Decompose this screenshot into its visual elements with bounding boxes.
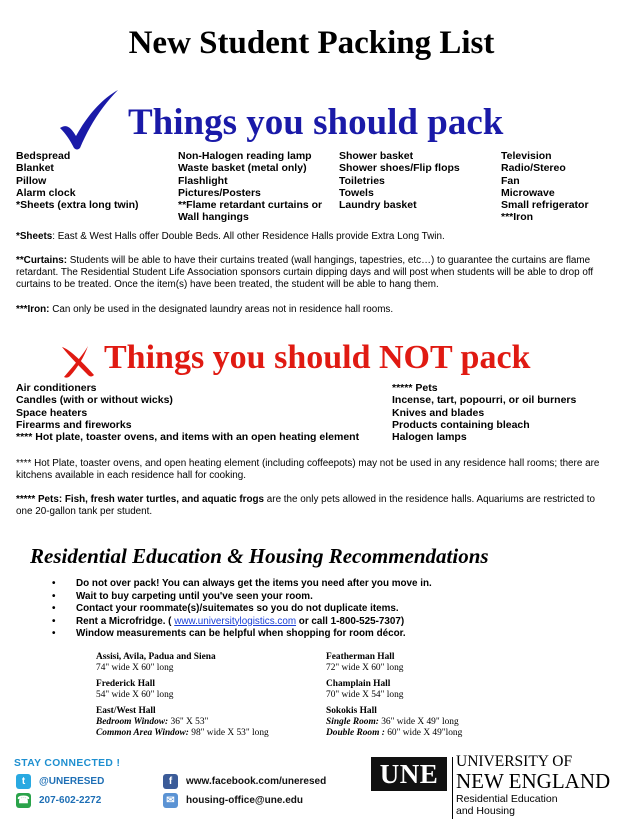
list-item: Firearms and fireworks	[16, 418, 132, 431]
hot-plate-note	[16, 458, 608, 482]
list-item: Knives and blades	[392, 406, 485, 419]
email-icon: ✉	[163, 793, 178, 808]
window-size: 74" wide X 60" long	[96, 663, 174, 673]
twitter-icon: t	[16, 774, 31, 789]
phone-contact[interactable]	[16, 793, 101, 808]
department-line1: Residential Education	[456, 793, 558, 805]
logistics-link[interactable]: www.universitylogistics.com	[174, 615, 297, 627]
note-text: : East & West Halls offer Double Beds. All other Residence Halls provide Extra Long Twin.	[52, 231, 445, 242]
list-item: *Sheets (extra long twin)	[16, 199, 139, 212]
hall-east-west	[96, 706, 269, 739]
window-dimensions: 60" wide X 49"long	[384, 728, 463, 738]
list-item: Shower shoes/Flip flops	[339, 162, 460, 175]
list-item: Laundry basket	[339, 199, 417, 212]
twitter-contact[interactable]	[16, 774, 104, 789]
twitter-handle: @UNERESED	[39, 776, 105, 787]
hall-featherman	[326, 652, 403, 674]
curtains-note	[16, 255, 608, 290]
note-text: are the only pets allowed in the residence halls. Aquariums are restricted to one 20-gallon tank per student.	[16, 494, 596, 517]
hall-name: Champlain Hall	[326, 679, 391, 689]
list-item: **** Hot plate, toaster ovens, and items with an open heating element	[16, 431, 360, 444]
hall-name: Frederick Hall	[96, 679, 155, 689]
phone-number: 207-602-2272	[39, 795, 102, 806]
window-size	[96, 717, 269, 728]
pack-column-4	[501, 150, 589, 224]
list-item: ***Iron	[501, 211, 534, 224]
list-item: Television	[501, 150, 552, 162]
note-text: Students will be able to have their curtains treated (wall hangings, tapestries, etc…) to guarantee the curtains are flame retardant. The Residential Student Life Association sponsors curtain dipping days and will post when students will be able to drop off curtains to be treated. Once the item(s) have been treated, the student will be able to hang them.	[16, 255, 594, 290]
iron-note	[16, 304, 608, 316]
note-label: **Curtains:	[16, 255, 68, 266]
pack-column-1	[16, 150, 139, 211]
window-label: Single Room:	[326, 717, 379, 727]
list-item: Air conditioners	[16, 382, 97, 394]
window-size	[96, 728, 269, 739]
not-pack-column-2	[392, 382, 576, 443]
window-label: Common Area Window:	[96, 728, 189, 738]
list-item: Microwave	[501, 186, 555, 199]
list-item: Alarm clock	[16, 186, 76, 199]
note-label: ***Iron:	[16, 304, 50, 315]
hall-name: Sokokis Hall	[326, 706, 377, 716]
une-logo: UNE	[371, 757, 447, 791]
note-label: ***** Pets: Fish, fresh water turtles, and aquatic frogs	[16, 494, 265, 505]
note-text: **** Hot Plate, toaster ovens, and open heating element (including coffeepots) may not be used in any residence hall rooms; there are kitchens available in each residence hall for cooking.	[16, 458, 600, 481]
list-item: Non-Halogen reading lamp	[178, 150, 312, 162]
hall-name: Featherman Hall	[326, 652, 395, 662]
list-item: Pictures/Posters	[178, 186, 261, 199]
window-size	[326, 717, 462, 728]
hall-name: East/West Hall	[96, 706, 156, 716]
sheets-note	[16, 231, 608, 243]
window-size: 54" wide X 60" long	[96, 690, 174, 700]
list-item	[52, 616, 432, 629]
department-line2: and Housing	[456, 805, 515, 817]
department-name	[456, 793, 558, 817]
not-pack-column-1	[16, 382, 359, 443]
pack-column-3	[339, 150, 460, 211]
email-contact[interactable]	[163, 793, 303, 808]
recommendations-list	[52, 578, 432, 641]
pack-column-2	[178, 150, 322, 224]
hall-assisi	[96, 652, 216, 674]
facebook-url: www.facebook.com/uneresed	[186, 776, 327, 787]
list-item: Radio/Stereo	[501, 162, 566, 175]
hall-champlain	[326, 679, 403, 701]
note-label: *Sheets	[16, 231, 53, 242]
window-dimensions: 36" X 53"	[168, 717, 209, 727]
list-item: Towels	[339, 186, 374, 199]
window-dimensions: 98" wide X 53" long	[188, 728, 269, 738]
not-pack-heading: Things you should NOT pack	[104, 339, 531, 376]
microfridge-text: Rent a Microfridge. (	[76, 615, 175, 627]
list-item: Incense, tart, popourri, or oil burners	[392, 394, 577, 407]
phone-icon: ☎	[17, 795, 30, 806]
list-item: Bedspread	[16, 150, 71, 162]
note-text: Can only be used in the designated laundry areas not in residence hall rooms.	[49, 304, 394, 315]
window-dimensions: 36" wide X 49" long	[378, 717, 459, 727]
hall-frederick	[96, 679, 173, 701]
list-item: • Window measurements can be helpful when shopping for room décor.	[52, 628, 432, 641]
university-name-line1: UNIVERSITY OF	[456, 753, 573, 770]
university-name-line2: NEW ENGLAND	[456, 769, 611, 793]
window-size	[326, 728, 462, 739]
checkmark-icon	[56, 88, 122, 154]
pack-heading: Things you should pack	[128, 102, 504, 143]
hall-name: Assisi, Avila, Padua and Siena	[96, 652, 216, 662]
list-item: Fan	[501, 174, 520, 187]
window-label: Double Room :	[326, 728, 385, 738]
list-item: Candles (with or without wicks)	[16, 394, 173, 407]
list-item: Flashlight	[178, 174, 228, 187]
list-item: Shower basket	[339, 150, 414, 162]
list-item: Pillow	[16, 174, 47, 187]
recommendations-heading: Residential Education & Housing Recommendations	[30, 544, 489, 568]
stay-connected-heading: STAY CONNECTED !	[14, 758, 121, 769]
list-item: Blanket	[16, 162, 54, 175]
list-item: Space heaters	[16, 406, 88, 419]
facebook-icon: f	[163, 774, 178, 789]
list-item: • Contact your roommate(s)/suitemates so you do not duplicate items.	[52, 603, 432, 616]
page-title: New Student Packing List	[128, 25, 495, 61]
list-item: **Flame retardant curtains or	[178, 199, 323, 212]
window-label: Bedroom Window:	[96, 717, 169, 727]
window-size: 70" wide X 54" long	[326, 690, 404, 700]
window-size: 72" wide X 60" long	[326, 663, 404, 673]
list-item: Wall hangings	[178, 211, 249, 224]
hall-sokokis	[326, 706, 462, 739]
list-item: Products containing bleach	[392, 418, 530, 431]
pets-note	[16, 494, 608, 518]
list-item: • Do not over pack! You can always get the items you need after you move in.	[52, 578, 432, 591]
list-item: ***** Pets	[392, 382, 438, 394]
microfridge-phone: or call 1-800-525-7307)	[296, 615, 405, 627]
x-mark-icon	[58, 343, 98, 379]
list-item: Waste basket (metal only)	[178, 162, 307, 175]
list-item: Halogen lamps	[392, 431, 467, 444]
list-item: • Wait to buy carpeting until you've seen your room.	[52, 591, 432, 604]
list-item: Toiletries	[339, 174, 385, 187]
email-address: housing-office@une.edu	[186, 795, 303, 806]
logo-divider	[452, 757, 453, 819]
facebook-contact[interactable]	[163, 774, 326, 789]
list-item: Small refrigerator	[501, 199, 589, 212]
